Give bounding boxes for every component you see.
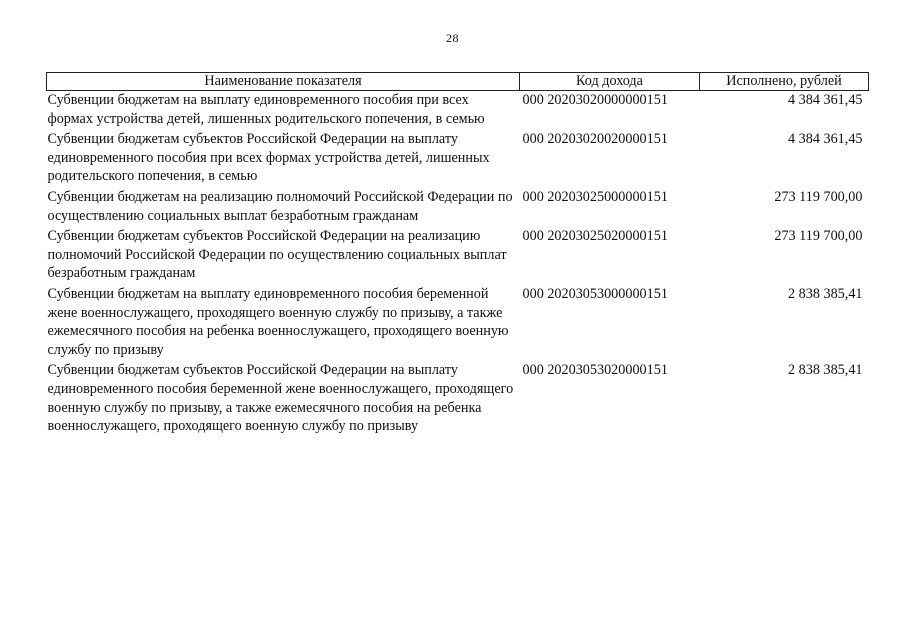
- row-name: Субвенции бюджетам субъектов Российской Федерации на выплату единовременного пособия беременной жене военнослужащего, проходящего военную службу по призыву, а также ежемесячного пособия на ребенка военнослужащего, проходящего военную службу по призыву: [47, 362, 514, 435]
- column-header-name: Наименование показателя: [47, 73, 520, 91]
- column-header-sum: Исполнено, рублей: [700, 73, 869, 91]
- table-row: [47, 227, 869, 285]
- budget-revenue-table: [46, 72, 869, 438]
- page-number: 28: [446, 31, 459, 45]
- table-row: [47, 188, 869, 227]
- row-code: 000 20203020020000151: [522, 131, 668, 148]
- column-header-code: Код дохода: [520, 73, 700, 91]
- table-row: [47, 130, 869, 188]
- row-name: Субвенции бюджетам на выплату единовременного пособия при всех формах устройства детей, лишенных родительского попечения, в семью: [47, 92, 485, 127]
- table-row: [47, 285, 869, 361]
- row-sum: 4 384 361,45: [788, 131, 863, 148]
- row-sum: 273 119 700,00: [774, 228, 863, 245]
- row-code: 000 20203053020000151: [522, 362, 668, 379]
- row-name: Субвенции бюджетам субъектов Российской Федерации на выплату единовременного пособия при всех формах устройства детей, лишенных родительского попечения, в семью: [47, 131, 490, 185]
- row-name: Субвенции бюджетам на реализацию полномочий Российской Федерации по осуществлению социальных выплат безработным гражданам: [47, 188, 513, 224]
- row-code: 000 20203025020000151: [522, 228, 668, 245]
- table-row: [47, 361, 869, 437]
- row-code: 000 20203020000000151: [522, 92, 668, 108]
- table-header: [47, 73, 869, 91]
- row-code: 000 20203053000000151: [522, 285, 668, 302]
- table-row: [47, 91, 869, 131]
- row-sum: 2 838 385,41: [788, 285, 863, 302]
- row-code: 000 20203025000000151: [522, 188, 668, 205]
- header-row: [47, 73, 869, 91]
- row-sum: 273 119 700,00: [774, 188, 863, 205]
- row-name: Субвенции бюджетам на выплату единовременного пособия беременной жене военнослужащего, проходящего военную службу по призыву, а также ежемесячного пособия на ребенка военнослужащего, проходящего военную службу по призыву: [47, 285, 509, 358]
- row-name: Субвенции бюджетам субъектов Российской Федерации на реализацию полномочий Российской Федерации по осуществлению социальных выплат безработным гражданам: [47, 228, 507, 282]
- row-sum: 2 838 385,41: [788, 362, 863, 379]
- table-body: [47, 91, 869, 438]
- row-sum: 4 384 361,45: [788, 92, 863, 108]
